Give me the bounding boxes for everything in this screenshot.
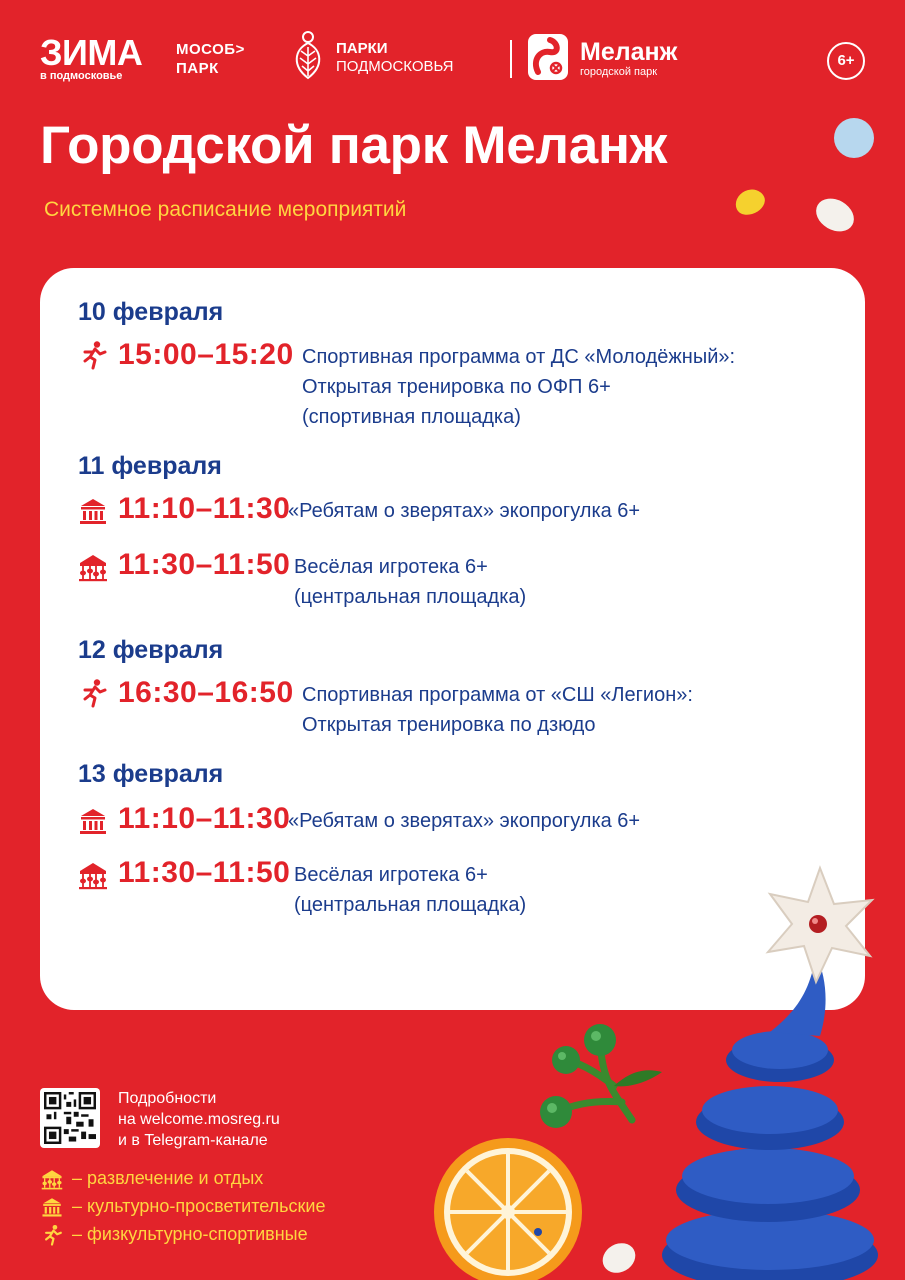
mosoblpark-logo-line1: МОСОБ> [176, 41, 245, 58]
qr-code[interactable] [40, 1088, 100, 1148]
age-rating-badge: 6+ [827, 42, 865, 80]
sport-runner-icon [40, 1224, 64, 1246]
sport-runner-icon [78, 678, 108, 708]
schedule-date: 11 февраля [78, 452, 222, 480]
zima-logo [40, 32, 143, 82]
event-description: «Ребятам о зверятах» экопрогулка 6+ [288, 500, 641, 522]
melange-logo-sub: городской парк [580, 66, 658, 78]
culture-museum-icon [40, 1196, 64, 1218]
details-info [118, 1088, 280, 1151]
mosoblpark-logo-line2: ПАРК [176, 60, 219, 77]
event-time: 11:30–11:50 [118, 856, 291, 889]
event-description: «Ребятам о зверятах» экопрогулка 6+ [288, 810, 641, 832]
logo-divider [510, 40, 512, 78]
orange-slice-illustration [428, 1132, 588, 1280]
legend-label: – физкультурно-спортивные [72, 1224, 308, 1244]
event-description: (центральная площадка) [294, 894, 527, 916]
parki-logo-line1: ПАРКИ [336, 40, 388, 57]
melange-emblem-icon [526, 32, 570, 82]
decor-yellow-dot [731, 185, 768, 219]
decor-blue-speck [534, 1228, 542, 1236]
decor-blue-dot [834, 118, 874, 158]
event-time: 11:10–11:30 [118, 492, 291, 525]
details-info-line: и в Telegram-канале [118, 1132, 268, 1149]
event-description: Спортивная программа от ДС «Молодёжный»: [302, 346, 736, 368]
details-info-link[interactable]: на welcome.mosreg.ru [118, 1111, 280, 1128]
page-subtitle: Системное расписание мероприятий [44, 198, 407, 221]
legend-label: – развлечение и отдых [72, 1168, 264, 1188]
mosoblpark-logo [176, 40, 245, 78]
culture-museum-icon [78, 496, 108, 526]
legend-label: – культурно-просветительские [72, 1196, 326, 1216]
entertainment-carousel-icon [78, 860, 108, 890]
logo-bar [40, 30, 865, 90]
entertainment-carousel-icon [78, 552, 108, 582]
decor-white-dot [810, 192, 860, 238]
qr-code-icon [44, 1092, 96, 1144]
culture-museum-icon [78, 806, 108, 836]
event-description: Открытая тренировка по дзюдо [302, 714, 596, 736]
event-description: Спортивная программа от «СШ «Легион»: [302, 684, 693, 706]
christmas-tree-illustration [620, 860, 905, 1280]
zima-logo-subtitle: в подмосковье [40, 70, 123, 82]
melange-logo-name: Меланж [580, 38, 678, 66]
entertainment-carousel-icon [40, 1168, 64, 1190]
event-description: Открытая тренировка по ОФП 6+ [302, 376, 611, 398]
event-time: 16:30–16:50 [118, 676, 294, 709]
event-time: 11:30–11:50 [118, 548, 291, 581]
event-description: (центральная площадка) [294, 586, 527, 608]
schedule-date: 12 февраля [78, 636, 224, 664]
zima-logo-title: ЗИМА [40, 32, 143, 73]
event-description: Весёлая игротека 6+ [294, 556, 488, 578]
details-info-line: Подробности [118, 1090, 217, 1107]
schedule-date: 10 февраля [78, 298, 224, 326]
leaf-emblem-icon [290, 30, 326, 80]
sport-runner-icon [78, 340, 108, 370]
event-description: (спортивная площадка) [302, 406, 521, 428]
page-title: Городской парк Меланж [40, 116, 667, 175]
schedule-date: 13 февраля [78, 760, 224, 788]
parki-logo-line2: ПОДМОСКОВЬЯ [336, 58, 454, 75]
event-description: Весёлая игротека 6+ [294, 864, 488, 886]
event-time: 11:10–11:30 [118, 802, 291, 835]
event-time: 15:00–15:20 [118, 338, 294, 371]
